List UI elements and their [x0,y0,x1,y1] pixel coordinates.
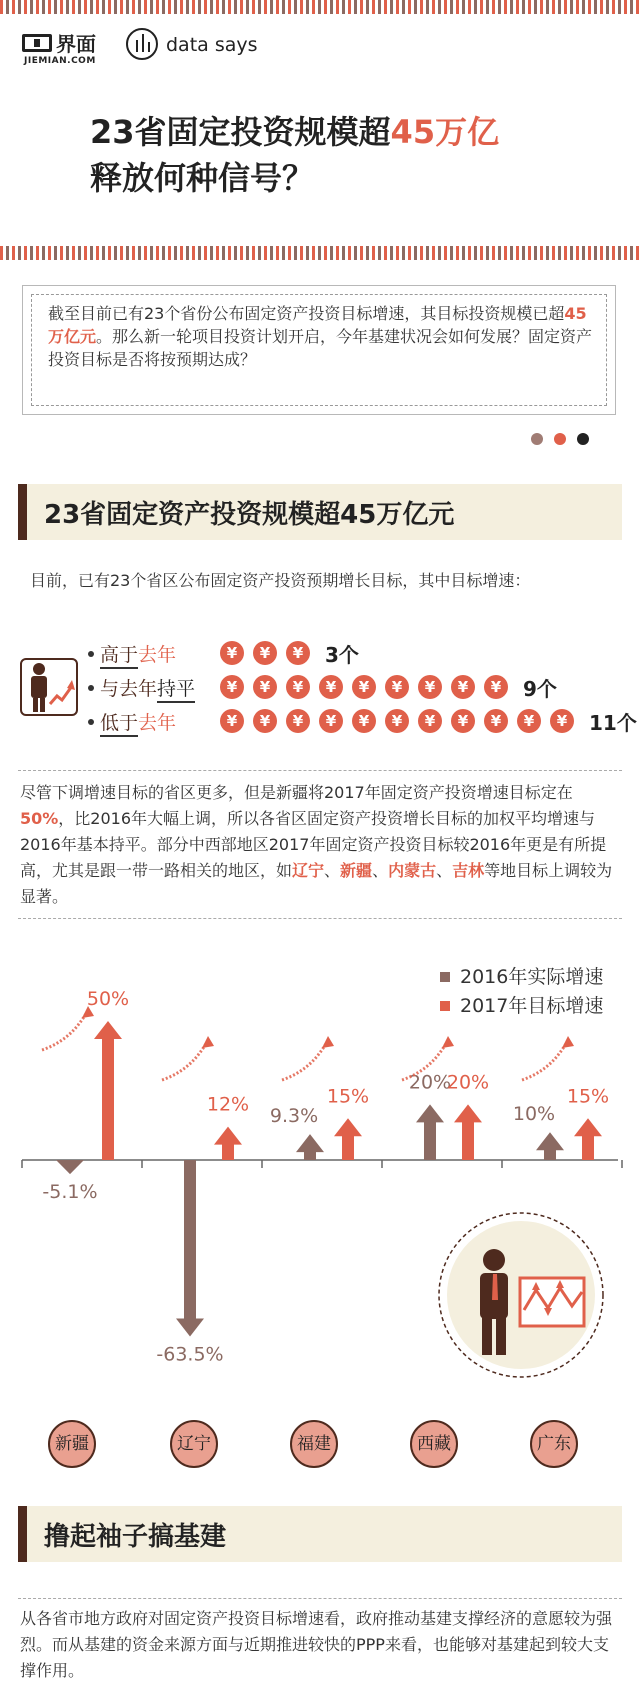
row-label-a: 低于 [100,712,138,737]
yuan-coin-icon: ¥ [451,675,475,699]
yuan-coin-icon: ¥ [220,709,244,733]
yuan-coin-icon: ¥ [352,675,376,699]
trend-arrow-head-icon [202,1036,214,1048]
yuan-coin-icon: ¥ [451,709,475,733]
para-hl-2: 辽宁 [292,861,325,880]
row-count: 11个 [589,711,637,735]
trend-arrow-head-icon [562,1036,574,1048]
bar-广东-0 [536,1132,564,1160]
bar-福建-1 [334,1118,362,1160]
yuan-coin-icon: ¥ [286,675,310,699]
para-sep-1: 、 [324,861,341,880]
trend-arrow-icon [282,1040,328,1080]
row-label-b: 持平 [157,678,195,703]
para-text-3: 等地目标上调较为显著。 [20,861,613,906]
intro-text [48,302,596,371]
page-title-line1 [90,110,499,154]
bar-广东-1 [574,1118,602,1160]
yuan-coin-icon: ¥ [550,709,574,733]
yuan-coin-icon: ¥ [517,709,541,733]
investor-chart-illustration [436,1210,606,1380]
row-label-a: 高于 [100,644,138,669]
data-label: 9.3% [269,1105,319,1128]
top-stripe-decoration [0,0,640,14]
row-label-b: 去年 [138,712,177,734]
jiemian-logo [22,28,96,57]
row-label [100,640,176,667]
para-hl-1: 50% [20,809,59,828]
legend-label-2016: 2016年实际增速 [460,966,604,988]
data-label: 15% [566,1085,610,1108]
pager-dot-2 [554,433,566,445]
bar-西藏-0 [416,1104,444,1160]
para-hl-4: 内蒙古 [388,861,437,880]
data-label: 20% [446,1071,490,1094]
section2-header-bar [18,1506,27,1562]
data-label: -5.1% [42,1181,98,1204]
trend-arrow-head-icon [322,1036,334,1048]
row-count: 9个 [523,677,557,701]
data-label: -63.5% [156,1343,224,1366]
page-title-line2: 释放何种信号？ [90,159,315,197]
divider-3 [18,1598,622,1599]
yuan-coin-icon: ¥ [253,675,277,699]
yuan-coin-icon: ¥ [484,709,508,733]
row-count: 3个 [325,643,359,667]
row-label-b: 去年 [138,644,177,666]
bar-福建-0 [296,1134,324,1160]
yuan-coin-icon: ¥ [484,675,508,699]
data-says-icon [126,28,158,60]
yuan-coin-icon: ¥ [220,675,244,699]
pager-dot-1 [531,433,543,445]
yuan-coin-icon: ¥ [253,709,277,733]
row-label [100,708,176,735]
trend-arrow-icon [42,1010,88,1050]
province-label-4: 广东 [530,1420,578,1468]
para-hl-5: 吉林 [452,861,485,880]
intro-part1: 截至目前已有23个省份公布固定资产投资目标增速，其目标投资规模已超 [48,304,565,323]
data-label: 10% [512,1103,556,1126]
para-sep-2: 、 [372,861,389,880]
province-label-3: 西藏 [410,1420,458,1468]
jiemian-logo-domain: JIEMIAN.COM [24,56,96,66]
section1-title: 23省固定资产投资规模超45万亿元 [44,500,455,530]
row-bullet [88,685,94,691]
row-label-a: 与去年 [100,678,158,700]
yuan-coin-icon: ¥ [352,709,376,733]
title-highlight: 45万亿 [390,113,500,151]
trend-arrow-icon [522,1040,568,1080]
trend-arrow-icon [162,1040,208,1080]
bar-西藏-1 [454,1104,482,1160]
row-label [100,674,195,701]
data-label: 12% [206,1093,250,1116]
yuan-coin-icon: ¥ [220,641,244,665]
bar-辽宁-1 [214,1127,242,1160]
divider-2 [18,918,622,919]
bar-新疆-1 [94,1021,122,1160]
businessman-chart-icon [20,658,78,716]
yuan-coin-icon: ¥ [253,641,277,665]
yuan-coin-icon: ¥ [286,641,310,665]
para-text-1: 尽管下调增速目标的省区更多，但是新疆将2017年固定资产投资增速目标定在 [20,783,573,802]
yuan-coin-icon: ¥ [385,709,409,733]
row-bullet [88,651,94,657]
bar-辽宁-0 [176,1160,204,1337]
intro-part2: 。那么新一轮项目投资计划开启，今年基建状况会如何发展？固定资产投资目标是否将按预期达成？ [48,327,593,369]
section1-paragraph [20,780,622,910]
para-sep-3: 、 [436,861,453,880]
province-label-2: 福建 [290,1420,338,1468]
section2-title: 撸起袖子搞基建 [44,1522,227,1552]
legend-label-2017: 2017年目标增速 [460,995,604,1017]
data-says-label: data says [166,34,258,56]
intro-highlight: 45万亿元 [48,304,587,346]
section1-lead: 目前，已有23个省区公布固定资产投资预期增长目标，其中目标增速： [30,571,531,590]
bar-新疆-0 [56,1160,84,1174]
data-label: 50% [86,988,130,1010]
yuan-coin-icon: ¥ [385,675,409,699]
province-label-0: 新疆 [48,1420,96,1468]
para-hl-3: 新疆 [340,861,373,880]
mid-stripe-decoration [0,246,640,260]
data-label: 15% [326,1085,370,1108]
yuan-coin-icon: ¥ [418,675,442,699]
trend-arrow-head-icon [442,1036,454,1048]
yuan-coin-icon: ¥ [319,675,343,699]
para-text-2: ，比2016年大幅上调，所以各省区固定资产投资增长目标的加权平均增速与2016年基本持平。部分中西部地区2017年固定资产投资目标较2016年更是有所提高，尤其是跟一带一路相关的地区，如 [20,809,607,880]
divider-1 [18,770,622,771]
data-label: 20% [408,1071,452,1094]
province-label-1: 辽宁 [170,1420,218,1468]
title-main-text: 23省固定投资规模超 [90,113,391,151]
section2-paragraph: 从各省市地方政府对固定资产投资目标增速看，政府推动基建支撑经济的意愿较为强烈。而从基建的资金来源方面与近期推进较快的PPP来看，也能够对基建起到较大支撑作用。 [20,1609,613,1680]
jiemian-logo-text: 界面 [56,32,96,56]
yuan-coin-icon: ¥ [286,709,310,733]
yuan-coin-icon: ¥ [418,709,442,733]
yuan-coin-icon: ¥ [319,709,343,733]
pager-dot-3 [577,433,589,445]
jiemian-logo-mark [22,34,52,52]
section1-header-bar [18,484,27,540]
row-bullet [88,719,94,725]
